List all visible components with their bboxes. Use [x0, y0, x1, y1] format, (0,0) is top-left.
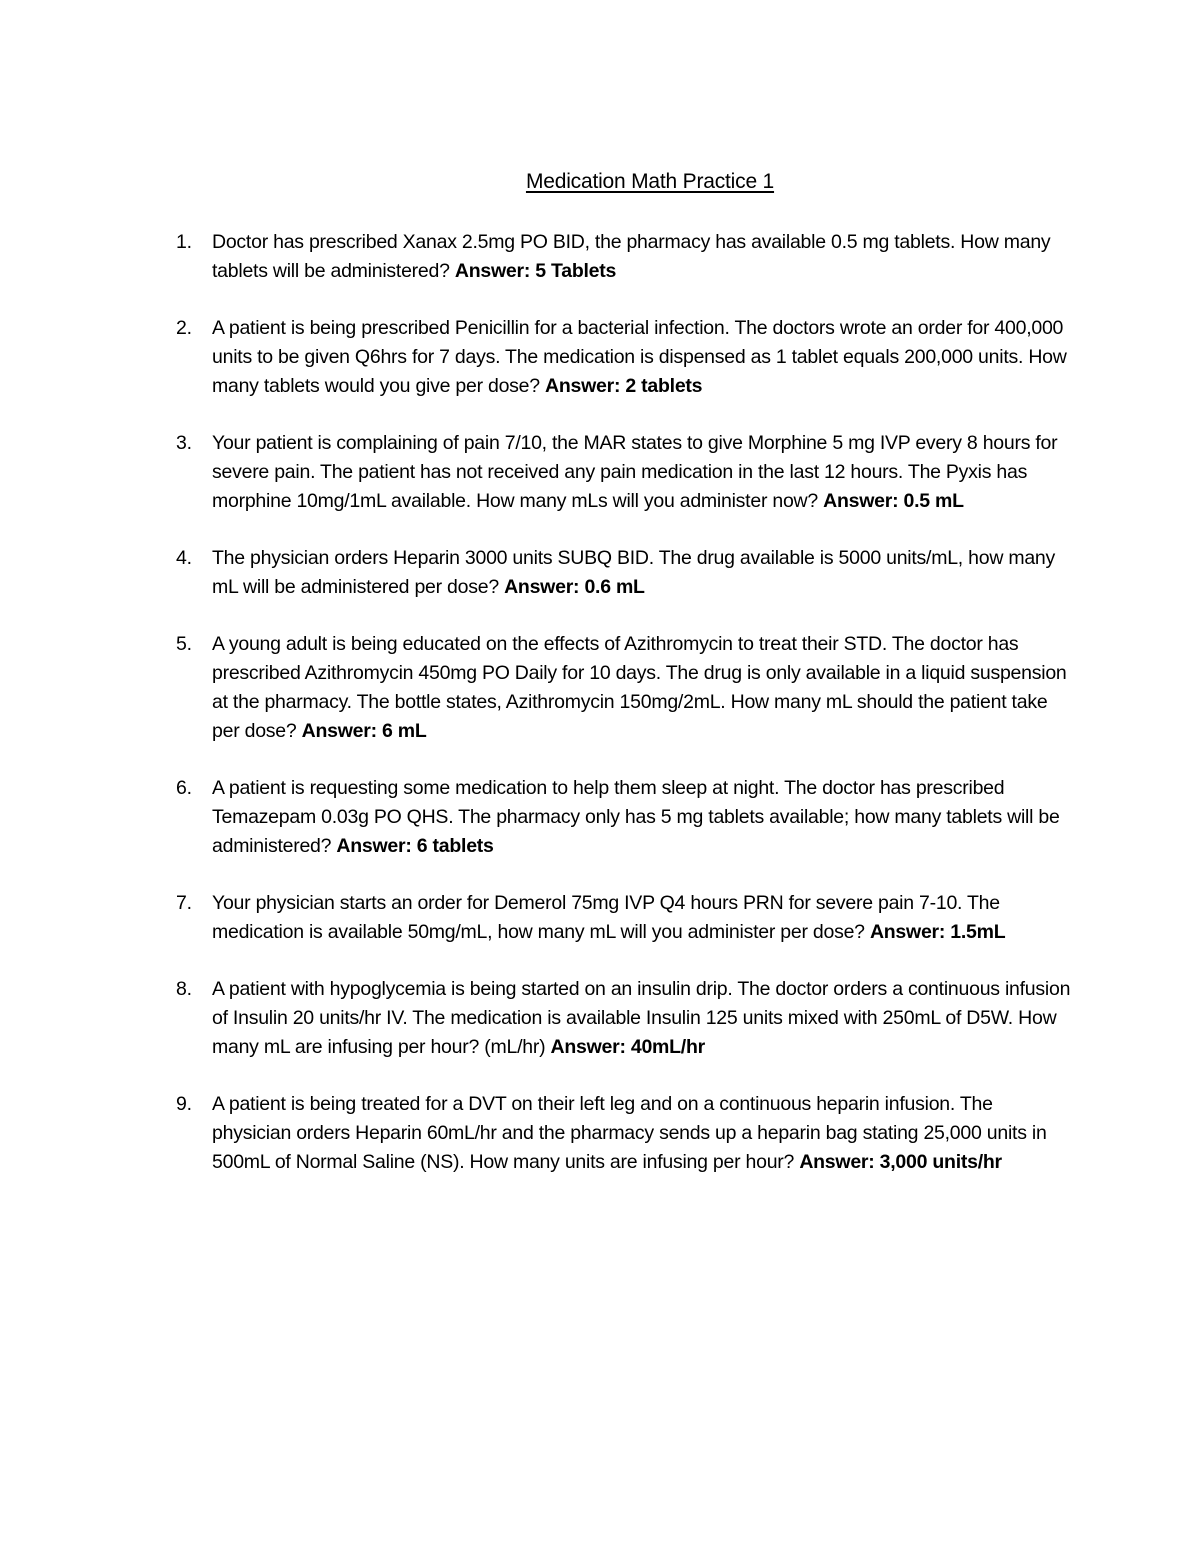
question-number: 9. [176, 1093, 192, 1115]
question-number: 2. [176, 317, 192, 339]
question-number: 5. [176, 633, 192, 655]
question-text: A patient is being prescribed Penicillin for a bacterial infection. The doctors wrote an order for 400,000 units to be given Q6hrs for 7 days. The medication is dispensed as 1 tablet equals 200,000 units. How many tablets would you give per dose? [212, 317, 1067, 397]
question-text: A patient is requesting some medication to help them sleep at night. The doctor has prescribed Temazepam 0.03g PO QHS. The pharmacy only has 5 mg tablets available; how many tablets will be administered? [212, 777, 1060, 857]
question-text: Your physician starts an order for Demerol 75mg IVP Q4 hours PRN for severe pain 7-10. The medication is available 50mg/mL, how many mL will you administer per dose? [212, 892, 1000, 943]
question-answer: Answer: 1.5mL [869, 921, 1006, 943]
question-answer: Answer: 2 tablets [545, 375, 703, 397]
question-answer: Answer: 0.6 mL [504, 576, 645, 598]
question-text: A patient with hypoglycemia is being started on an insulin drip. The doctor orders a continuous infusion of Insulin 20 units/hr IV. The medication is available Insulin 125 units mixed with 250mL of D5W. How many mL are infusing per hour? (mL/hr) [212, 978, 1071, 1058]
question-item [172, 630, 1072, 746]
question-list [172, 228, 1072, 1205]
question-number: 1. [176, 231, 192, 253]
question-answer: Answer: 3,000 units/hr [799, 1151, 1002, 1173]
question-number: 6. [176, 777, 192, 799]
question-item [172, 975, 1072, 1062]
question-item [172, 429, 1072, 516]
question-number: 7. [176, 892, 192, 914]
question-number: 4. [176, 547, 192, 569]
question-text: A young adult is being educated on the effects of Azithromycin to treat their STD. The doctor has prescribed Azithromycin 450mg PO Daily for 10 days. The drug is only available in a liquid suspension at the pharmacy. The bottle states, Azithromycin 150mg/2mL. How many mL should the patient take per dose? [212, 633, 1067, 742]
question-item [172, 774, 1072, 861]
question-item [172, 314, 1072, 401]
question-number: 3. [176, 432, 192, 454]
question-item [172, 544, 1072, 602]
question-text: Doctor has prescribed Xanax 2.5mg PO BID, the pharmacy has available 0.5 mg tablets. How many tablets will be administered? [212, 231, 1051, 282]
question-item [172, 228, 1072, 286]
question-answer: Answer: 40mL/hr [550, 1036, 705, 1058]
question-text: A patient is being treated for a DVT on their left leg and on a continuous heparin infusion. The physician orders Heparin 60mL/hr and the pharmacy sends up a heparin bag stating 25,000 units in 500mL of Normal Saline (NS). How many units are infusing per hour? [212, 1093, 1047, 1173]
question-answer: Answer: 6 mL [301, 720, 427, 742]
question-text: Your patient is complaining of pain 7/10, the MAR states to give Morphine 5 mg IVP every 8 hours for severe pain. The patient has not received any pain medication in the last 12 hours. The Pyxis has morphine 10mg/1mL available. How many mLs will you administer now? [212, 432, 1058, 512]
question-text: The physician orders Heparin 3000 units SUBQ BID. The drug available is 5000 units/mL, how many mL will be administered per dose? [212, 547, 1056, 598]
question-answer: Answer: 5 Tablets [454, 260, 617, 282]
question-answer: Answer: 6 tablets [336, 835, 494, 857]
question-item [172, 889, 1072, 947]
question-number: 8. [176, 978, 192, 1000]
page-title: Medication Math Practice 1 [525, 170, 775, 193]
question-item [172, 1090, 1072, 1177]
question-answer: Answer: 0.5 mL [823, 490, 964, 512]
